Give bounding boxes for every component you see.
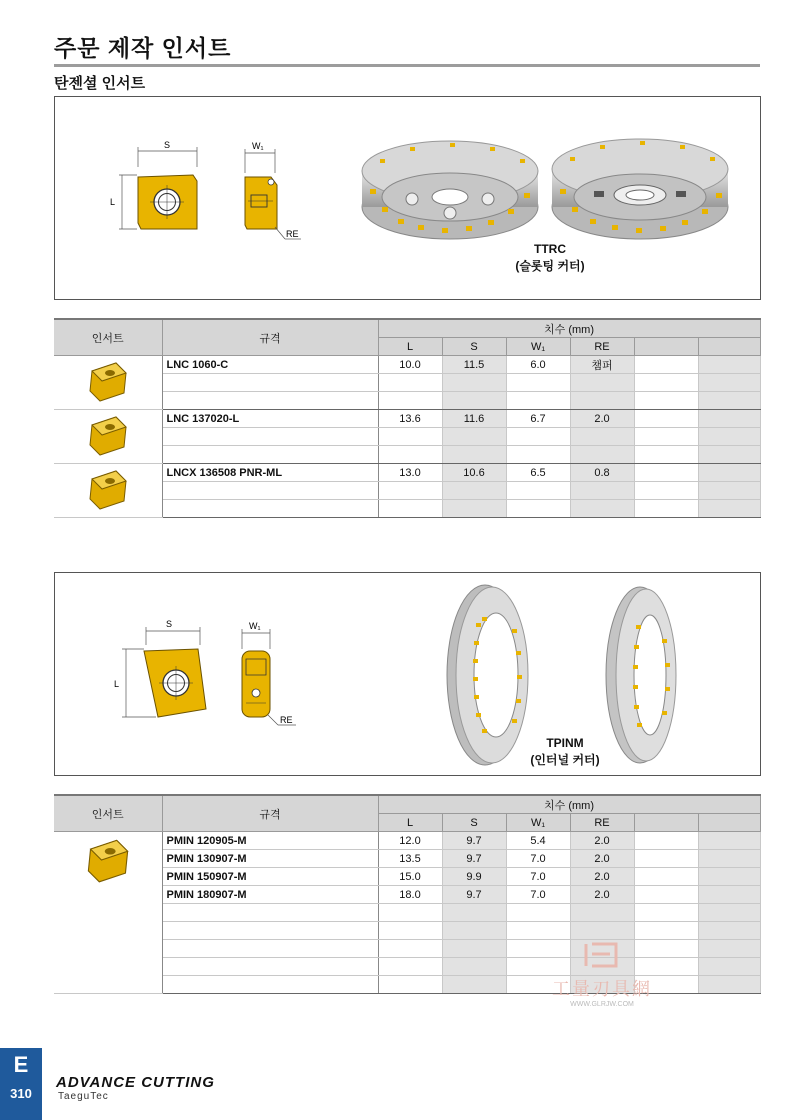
re-value: 0.8 (570, 464, 634, 482)
brand-logo (56, 1074, 215, 1102)
company-name: TaeguTec (58, 1091, 109, 1102)
dim-s-label: S (166, 619, 173, 629)
re-value: 2.0 (570, 410, 634, 428)
insert-pmin-diagram (110, 613, 310, 763)
insert-thumbnail (54, 832, 162, 994)
table-row (54, 356, 760, 374)
col-header-re: RE (570, 338, 634, 356)
section-title: 탄젠셜 인서트 (54, 75, 146, 92)
spec-value: LNC 137020-L (162, 410, 378, 428)
page-title: 주문 제작 인서트 (54, 35, 232, 61)
dim-l-label: L (114, 679, 120, 689)
tpinm-caption (510, 735, 620, 769)
dim-w1-label: W₁ (252, 141, 264, 151)
col-header-dimension: 치수 (mm) (378, 795, 760, 814)
spec-value: PMIN 130907-M (162, 850, 378, 868)
re-value: 2.0 (570, 850, 634, 868)
col-header-s: S (442, 814, 506, 832)
table-row (54, 410, 760, 428)
s-value: 10.6 (442, 464, 506, 482)
watermark (532, 940, 672, 1008)
w1-value: 7.0 (506, 868, 570, 886)
table-row (54, 464, 760, 482)
col-header-w1: W₁ (506, 814, 570, 832)
dim-re-label: RE (286, 229, 299, 239)
insert-thumbnail (54, 356, 162, 410)
dim-re-label: RE (280, 715, 293, 725)
spec-value: PMIN 150907-M (162, 868, 378, 886)
insert-image (86, 467, 130, 511)
table-row (54, 832, 760, 850)
tpinm-name: TPINM (546, 736, 584, 750)
ttrc-name: TTRC (534, 242, 566, 256)
re-value: 2.0 (570, 868, 634, 886)
section-tab (0, 1048, 42, 1120)
col-header-re: RE (570, 814, 634, 832)
section-letter: E (13, 1052, 29, 1077)
s-value: 11.6 (442, 410, 506, 428)
l-value: 10.0 (378, 356, 442, 374)
figure-ttrc (54, 96, 761, 300)
col-header-insert: 인서트 (54, 795, 162, 832)
l-value: 13.0 (378, 464, 442, 482)
watermark-logo (582, 940, 622, 970)
re-value: 챔퍼 (570, 356, 634, 374)
tpinm-desc: (인터널 커터) (530, 753, 600, 767)
watermark-url: WWW.GLRJW.COM (570, 1001, 634, 1008)
l-value: 15.0 (378, 868, 442, 886)
w1-value: 6.5 (506, 464, 570, 482)
col-header-insert: 인서트 (54, 319, 162, 356)
spec-value: LNCX 136508 PNR-ML (162, 464, 378, 482)
figure-tpinm (54, 572, 761, 776)
col-header-l: L (378, 338, 442, 356)
re-value: 2.0 (570, 832, 634, 850)
col-header-dimension: 치수 (mm) (378, 319, 760, 338)
l-value: 18.0 (378, 886, 442, 904)
l-value: 13.5 (378, 850, 442, 868)
w1-value: 6.7 (506, 410, 570, 428)
page-number: 310 (10, 1086, 32, 1101)
insert-image (86, 359, 130, 403)
ttrc-caption (495, 241, 605, 275)
title-rule (54, 64, 760, 67)
spec-table-ttrc (54, 318, 761, 518)
spec-value: LNC 1060-C (162, 356, 378, 374)
ttrc-cutter-image (360, 129, 740, 244)
w1-value: 6.0 (506, 356, 570, 374)
w1-value: 7.0 (506, 886, 570, 904)
dim-w1-label: W₁ (249, 621, 261, 631)
dim-s-label: S (164, 140, 171, 150)
s-value: 9.7 (442, 886, 506, 904)
insert-thumbnail (54, 464, 162, 518)
col-header-empty (634, 338, 698, 356)
s-value: 11.5 (442, 356, 506, 374)
col-header-empty (634, 814, 698, 832)
col-header-w1: W₁ (506, 338, 570, 356)
re-value: 2.0 (570, 886, 634, 904)
insert-image (86, 413, 130, 457)
insert-lnc-diagram (105, 137, 305, 267)
col-header-spec: 규격 (162, 795, 378, 832)
ttrc-desc: (슬롯팅 커터) (515, 259, 585, 273)
l-value: 13.6 (378, 410, 442, 428)
s-value: 9.9 (442, 868, 506, 886)
col-header-empty (698, 814, 760, 832)
dim-l-label: L (110, 197, 116, 207)
col-header-l: L (378, 814, 442, 832)
insert-thumbnail (54, 410, 162, 464)
spec-value: PMIN 120905-M (162, 832, 378, 850)
watermark-brand: 工量刃具網 (552, 979, 652, 999)
col-header-spec: 규격 (162, 319, 378, 356)
w1-value: 7.0 (506, 850, 570, 868)
insert-image (84, 836, 132, 884)
col-header-s: S (442, 338, 506, 356)
brand-name: ADVANCE CUTTING (56, 1074, 215, 1091)
col-header-empty (698, 338, 760, 356)
s-value: 9.7 (442, 850, 506, 868)
l-value: 12.0 (378, 832, 442, 850)
w1-value: 5.4 (506, 832, 570, 850)
s-value: 9.7 (442, 832, 506, 850)
spec-value: PMIN 180907-M (162, 886, 378, 904)
